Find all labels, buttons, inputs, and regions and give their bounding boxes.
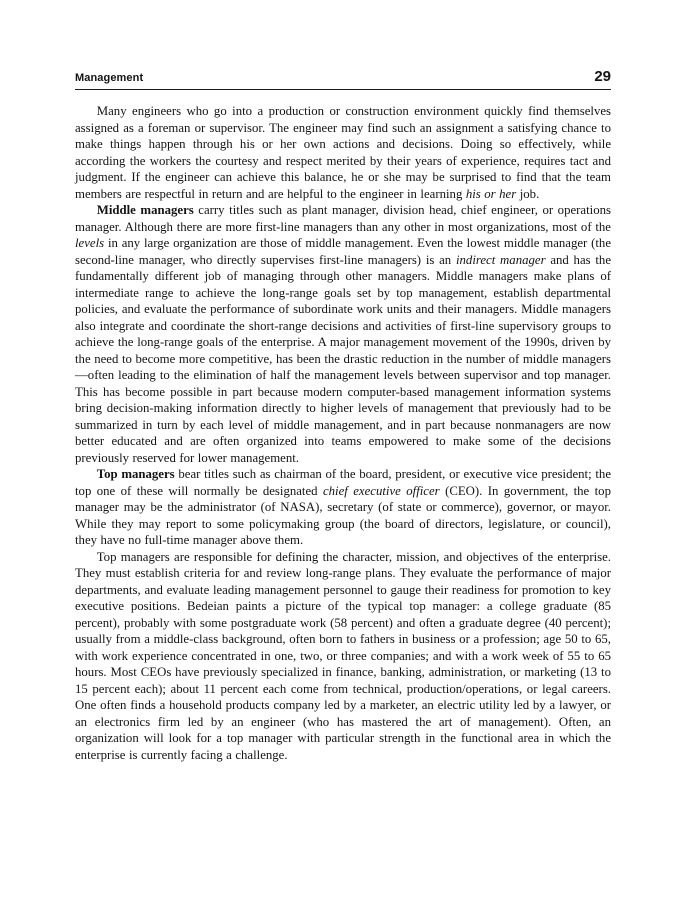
- text-run: chief executive officer: [322, 483, 440, 498]
- running-title: Management: [75, 72, 144, 84]
- paragraph: [75, 202, 611, 466]
- text-run: (CEO). In government, the top manager may be the administrator (of NASA), secretary (of state or commerce), governor, or mayor. While they may report to some policymaking group (the board of directors, legislature, or council), they have no full-time manager above them.: [75, 483, 611, 547]
- text-run: job.: [516, 186, 540, 201]
- text-run: carry titles such as plant manager, division head, chief engineer, or operations manager. Although there are more first-line managers than any other in most organizations, most of the: [75, 203, 611, 234]
- text-run: Top managers are responsible for defining the character, mission, and objectives of the enterprise. They must establish criteria for and review long-range plans. They evaluate the performance of major departments, and evaluate leading management personnel to gauge their readiness for promotion to key executive positions. Bedeian paints a picture of the typical top manager: a college graduate (85 percent), probably with some postgraduate work (58 percent) and often a graduate degree (40 percent); usually from a middle-class background, often born to fathers in business or a profession; age 50 to 65, with work experience concentrated in one, two, or three companies; and with a work week of 55 to 65 hours. Most CEOs have previously specialized in finance, banking, administration, or marketing (13 to 15 percent each); about 11 percent each come from technical, production/operations, or legal careers. One often finds a household products company led by a marketer, an electric utility led by a lawyer, or an electronics firm led by an engineer (who has mastered the art of management). Often, an organization will look for a top manager with particular strength in the functional area in which the enterprise is currently facing a challenge.: [75, 549, 611, 762]
- page-header: [75, 68, 611, 90]
- page-body: [75, 103, 611, 763]
- text-run: Many engineers who go into a production or construction environment quickly find themselves assigned as a foreman or supervisor. The engineer may find such an assignment a satisfying chance to make things happen through his or her own actions and decisions. Doing so effectively, while according the workers the courtesy and respect merited by their years of experience, requires tact and judgment. If the engineer can achieve this balance, he or she may be surprised to find that the team members are respectful in return and are helpful to the engineer in learning: [75, 104, 611, 201]
- text-run: indirect manager: [455, 252, 546, 267]
- text-run: levels: [75, 236, 105, 250]
- text-run: Top managers: [96, 467, 175, 481]
- paragraph: [75, 466, 611, 549]
- text-run: and has the fundamentally different job of managing through other managers. Middle managers make plans of intermediate range to achieve the long-range goals set by top management, establish departmental policies, and evaluate the performance of subordinate work units and their managers. Middle managers also integrate and coordinate the short-range decisions and activities of first-line supervisory groups to achieve the long-range goals of the enterprise. A major management movement of the 1990s, driven by the need to become more competitive, has been the drastic reduction in the number of middle managers—often leading to the elimination of half the management levels between supervisor and top manager. This has become possible in part because modern computer-based management information systems bring decision-making information directly to higher levels of management that previously had to be summarized in turn by each level of middle management, and in part because nonmanagers are now better educated and are often organized into teams empowered to make some of the decisions previously reserved for lower management.: [75, 252, 612, 465]
- paragraph: [75, 549, 611, 764]
- text-run: his or her: [465, 186, 517, 201]
- text-run: Middle managers: [96, 203, 194, 217]
- paragraph: [75, 103, 611, 202]
- text-run: bear titles such as chairman of the board, president, or executive vice president; the top one of these will normally be designated: [75, 467, 612, 498]
- page-number: 29: [594, 68, 611, 85]
- text-run: in any large organization are those of middle management. Even the lowest middle manager (the second-line manager, who directly supervises first-line managers) is an: [75, 236, 611, 267]
